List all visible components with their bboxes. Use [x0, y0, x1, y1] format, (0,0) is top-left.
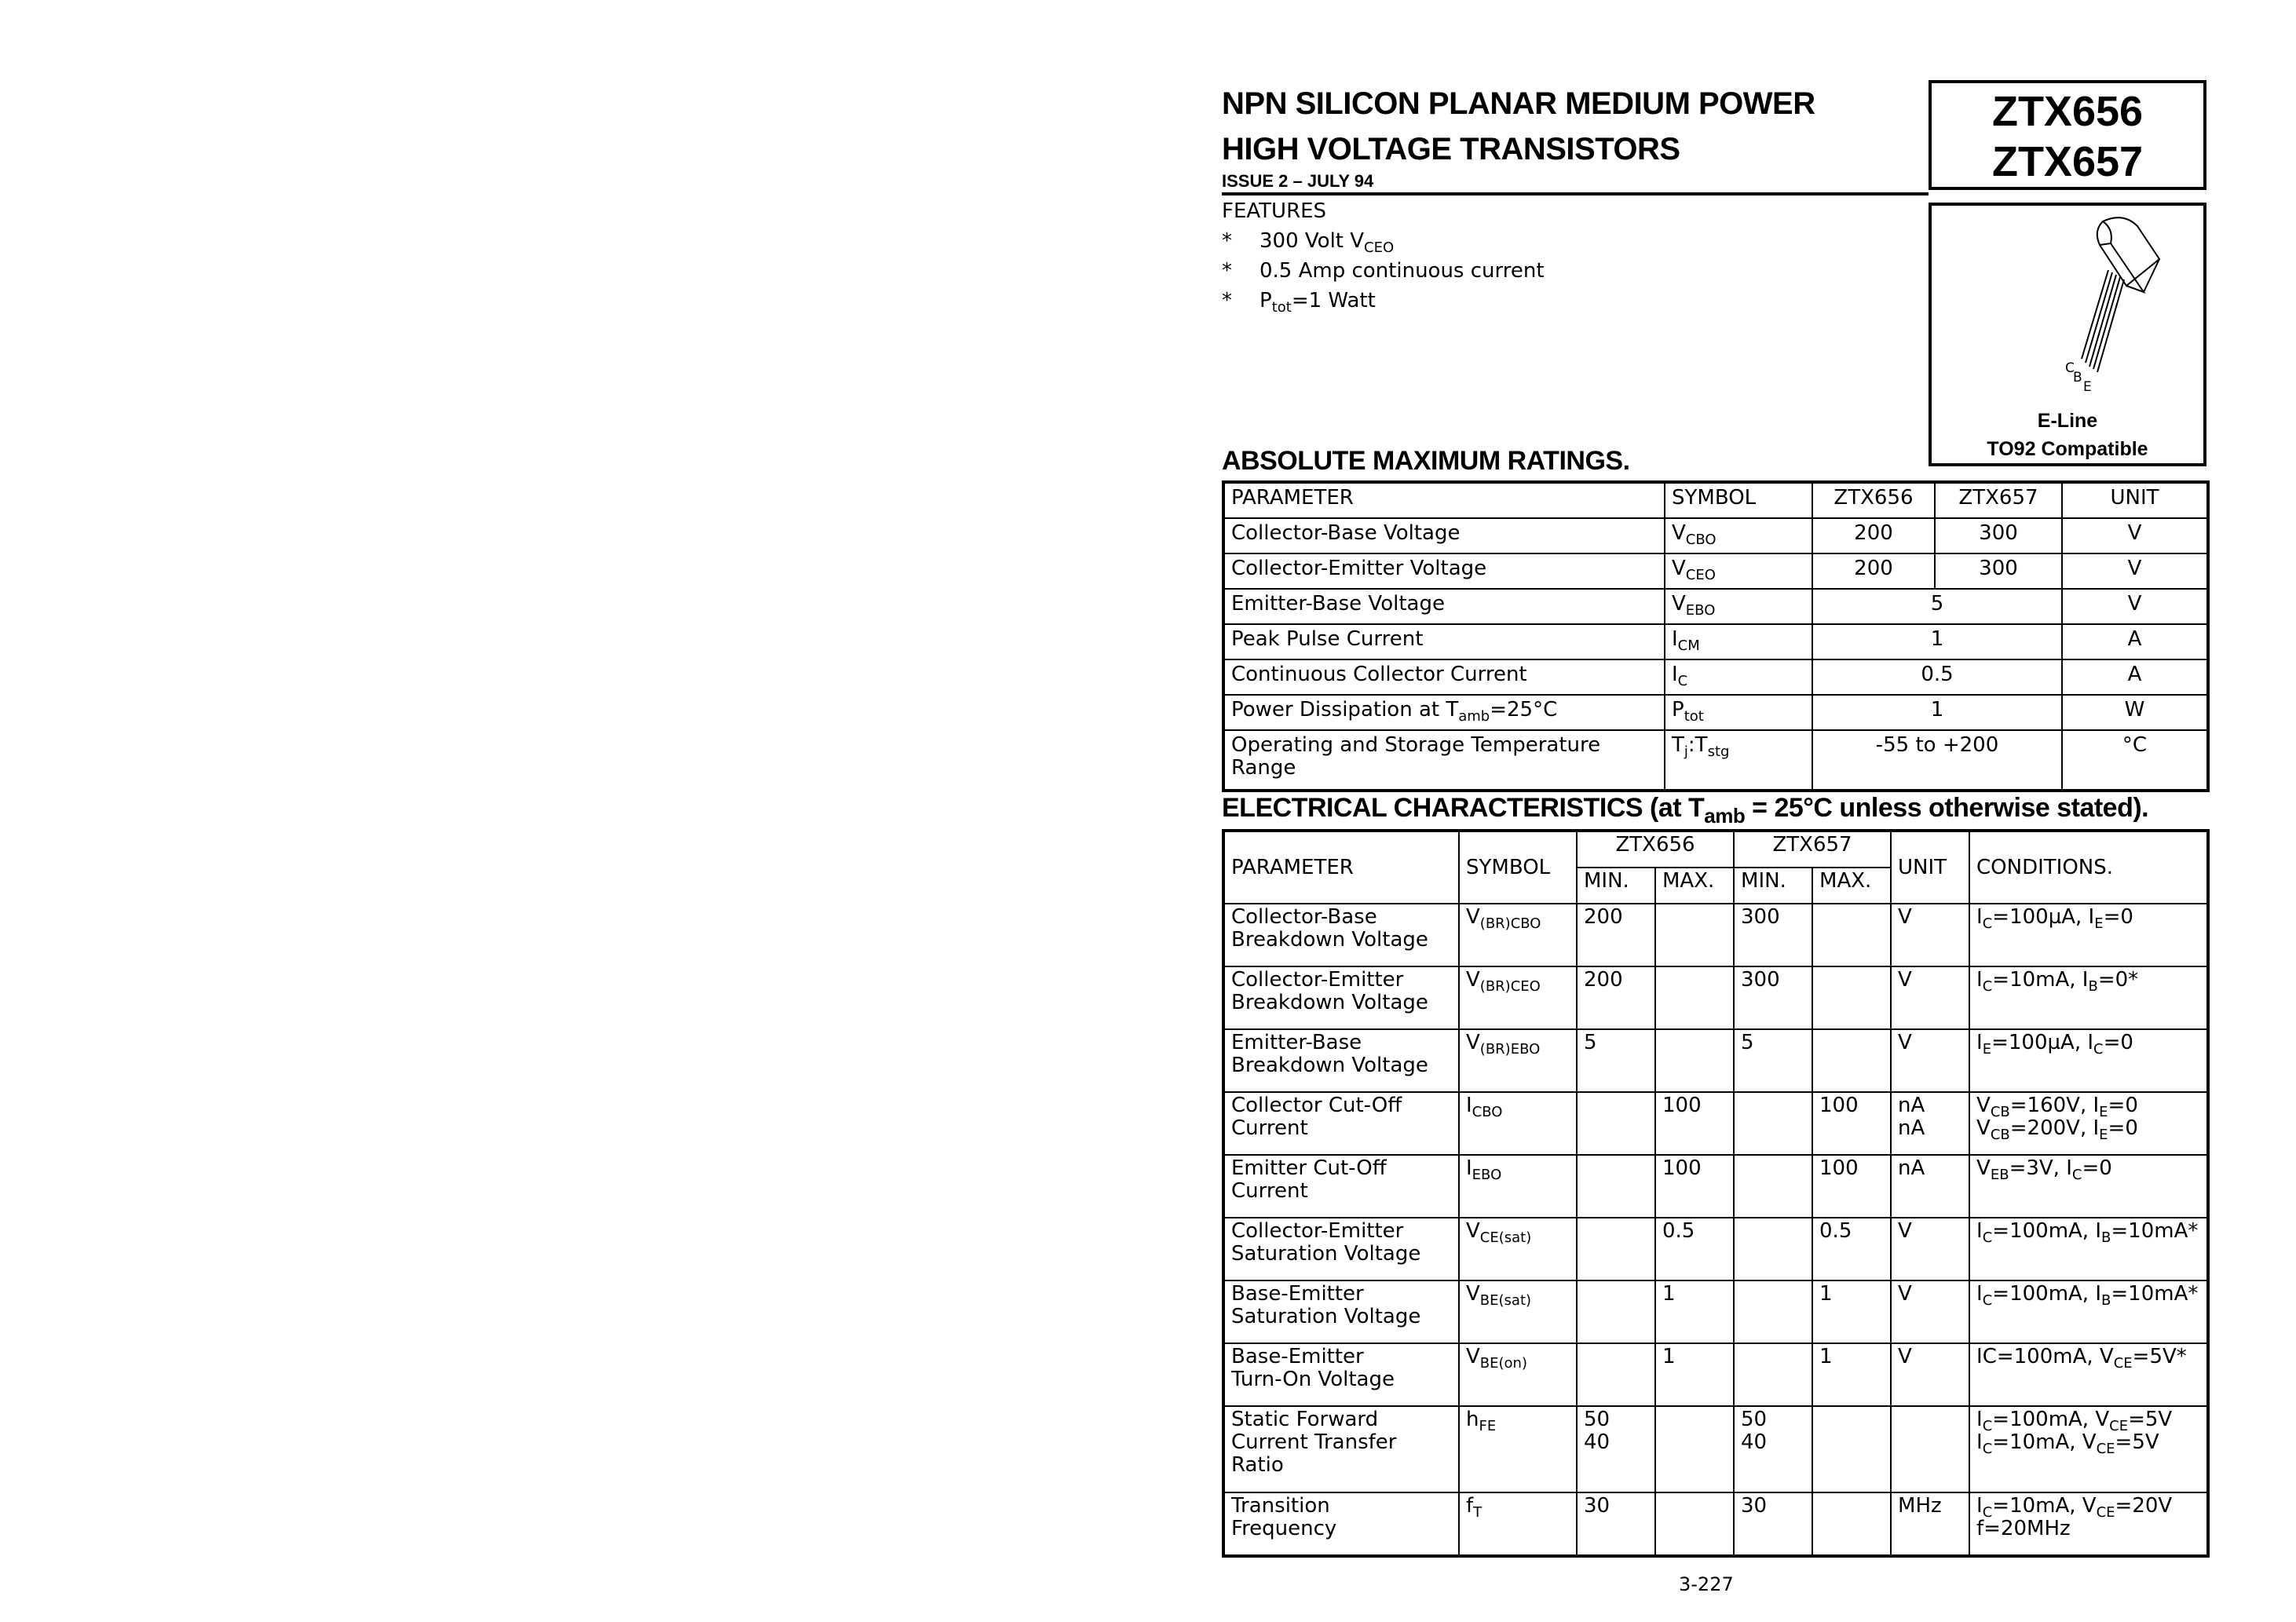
transistor-package-icon — [1932, 206, 2203, 402]
amr-col-ztx656: ZTX656 — [1812, 482, 1935, 518]
table-row: Emitter-Base Breakdown Voltage $V_{(BR)EBO}$ 5 5 V $I_E=100\mu A$, $I_C=0$ — [1223, 1029, 2208, 1092]
ec-heading: ELECTRICAL CHARACTERISTICS (at $T_{amb} = 25^\circ C$ unless otherwise stated). — [1222, 793, 2149, 827]
amr-header-row — [1223, 482, 2208, 518]
amr-col-symbol: SYMBOL — [1665, 482, 1812, 518]
feature-current: * 0.5 Amp continuous current — [1222, 256, 1545, 286]
bullet: * — [1222, 289, 1232, 312]
table-row: Collector-Base Voltage $V_{CBO}$ 200 300 V — [1223, 518, 2208, 553]
amr-col-parameter: PARAMETER — [1223, 482, 1665, 518]
part-number-box — [1929, 80, 2206, 190]
pin-b-label: B — [2073, 370, 2082, 385]
table-row: Base-Emitter Saturation Voltage $V_{BE(sat)}$ 1 1 V $I_C=100mA$, $I_B=10mA*$ — [1223, 1280, 2208, 1343]
table-row: Transition Frequency $f_T$ 30 30 MHz $I_C=10mA$, $V_{CE}=20V$ f=20MHz — [1223, 1492, 2208, 1556]
table-row: Continuous Collector Current $I_C$ 0.5 A — [1223, 659, 2208, 695]
pin-e-label: E — [2083, 379, 2092, 395]
table-row: Power Dissipation at $T_{amb}=25^\circ C$ $P_{tot}$ 1 W — [1223, 695, 2208, 730]
ec-col-conditions: CONDITIONS. — [1969, 831, 2208, 904]
feature-power: * $P_{tot}=1$ Watt — [1222, 286, 1545, 316]
table-row: Collector Cut-Off Current $I_{CBO}$ 100 100 nA nA $V_{CB}=160V$, $I_E=0$ $V_{CB}=200V$, $I_E=0$ — [1223, 1092, 2208, 1155]
features-heading: FEATURES — [1222, 199, 1327, 223]
bullet: * — [1222, 229, 1232, 253]
amr-col-ztx657: ZTX657 — [1935, 482, 2062, 518]
table-row: Peak Pulse Current $I_{CM}$ 1 A — [1223, 624, 2208, 659]
title-line-2: HIGH VOLTAGE TRANSISTORS — [1222, 132, 1680, 166]
ec-header-row — [1223, 831, 2208, 868]
table-row: Collector-Emitter Saturation Voltage $V_{CE(sat)}$ 0.5 0.5 V $I_C=100mA$, $I_B=10mA*$ — [1223, 1218, 2208, 1280]
table-row: Collector-Emitter Breakdown Voltage $V_{(BR)CEO}$ 200 300 V $I_C=10mA$, $I_B=0*$ — [1223, 966, 2208, 1029]
ec-col-unit: UNIT — [1891, 831, 1969, 904]
amr-table — [1222, 480, 2210, 792]
header-rule — [1222, 192, 1929, 195]
part-number-2: ZTX657 — [1991, 138, 2144, 185]
table-row: Base-Emitter Turn-On Voltage $V_{BE(on)}$ 1 1 V IC=100mA, $V_{CE}=5V*$ — [1223, 1343, 2208, 1406]
ec-subheader-row: MIN. MAX. MIN. MAX. — [1223, 868, 2208, 904]
pin-c-label: C — [2065, 360, 2075, 376]
package-name: E-Line — [2037, 410, 2098, 432]
title-line-1: NPN SILICON PLANAR MEDIUM POWER — [1222, 86, 1815, 121]
feature-voltage: * 300 Volt $V_{CEO}$ — [1222, 226, 1545, 256]
ec-table — [1222, 829, 2210, 1558]
issue-label: ISSUE 2 – JULY 94 — [1222, 171, 1374, 191]
amr-heading: ABSOLUTE MAXIMUM RATINGS. — [1222, 446, 1630, 476]
page-number: 3-227 — [1679, 1573, 1734, 1595]
features-section — [1222, 196, 1545, 316]
ec-col-ztx657: ZTX657 — [1734, 831, 1891, 868]
ec-col-symbol: SYMBOL — [1459, 831, 1577, 904]
package-compat: TO92 Compatible — [1987, 438, 2148, 460]
table-row: Operating and Storage Temperature Range $T_j:T_{stg}$ -55 to +200 °C — [1223, 730, 2208, 791]
table-row: Static Forward Current Transfer Ratio $h_{FE}$ 50 40 50 40 $I_C=100mA$, $V_{CE}=5V$ $I_C=10mA$, $V_{CE}=5V$ — [1223, 1406, 2208, 1492]
package-box — [1929, 203, 2206, 466]
bullet: * — [1222, 259, 1232, 283]
part-number-1: ZTX656 — [1991, 88, 2144, 135]
amr-col-unit: UNIT — [2062, 482, 2208, 518]
table-row: Emitter-Base Voltage $V_{EBO}$ 5 V — [1223, 589, 2208, 624]
table-row: Collector-Emitter Voltage $V_{CEO}$ 200 300 V — [1223, 553, 2208, 589]
table-row: Collector-Base Breakdown Voltage $V_{(BR)CBO}$ 200 300 V $I_C=100\mu A$, $I_E=0$ — [1223, 904, 2208, 966]
ec-col-ztx656: ZTX656 — [1577, 831, 1734, 868]
table-row: Emitter Cut-Off Current $I_{EBO}$ 100 100 nA $V_{EB}=3V$, $I_C=0$ — [1223, 1155, 2208, 1218]
ec-col-parameter: PARAMETER — [1223, 831, 1459, 904]
